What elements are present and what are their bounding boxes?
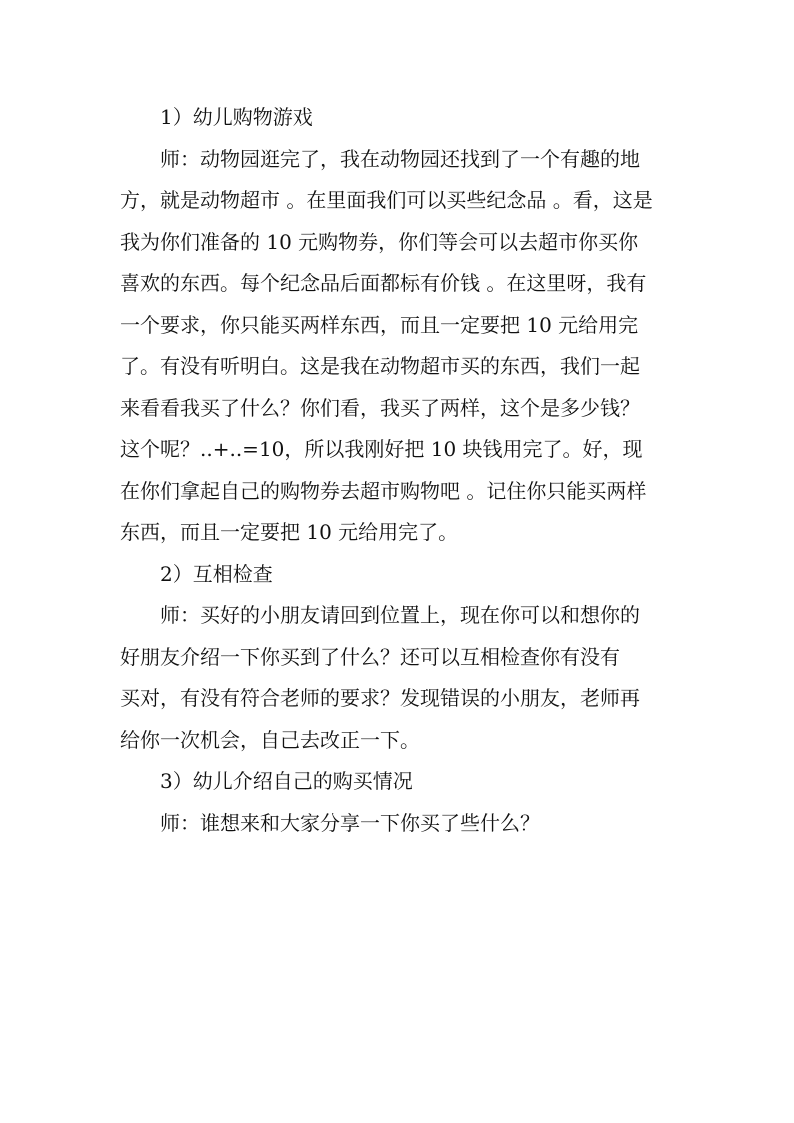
paragraph-line: 这个呢？..+..=10，所以我刚好把 10 块钱用完了。好，现 bbox=[120, 437, 643, 461]
paragraph-line: 师：谁想来和大家分享一下你买了些什么？ bbox=[160, 810, 540, 835]
paragraph-line: 了。有没有听明白。这是我在动物超市买的东西，我们一起 bbox=[120, 354, 640, 378]
document-body bbox=[120, 97, 680, 844]
paragraph-line: 在你们拿起自己的购物券去超市购物吧 。记住你只能买两样 bbox=[120, 478, 647, 503]
paragraph-line: 方，就是动物超市 。在里面我们可以买些纪念品 。看，这是 bbox=[120, 188, 653, 212]
section-paragraph-purchase-sharing bbox=[120, 803, 680, 845]
paragraph-line: 给你一次机会，自己去改正一下。 bbox=[120, 727, 420, 752]
paragraph-line: 师：动物园逛完了，我在动物园还找到了一个有趣的地 bbox=[160, 146, 640, 171]
section-paragraph-shopping-game bbox=[120, 139, 680, 554]
section-heading-mutual-check: 2）互相检查 bbox=[160, 561, 273, 586]
paragraph-line: 买对，有没有符合老师的要求？发现错误的小朋友，老师再 bbox=[120, 686, 640, 710]
section-heading-shopping-game: 1）幼儿购物游戏 bbox=[160, 105, 313, 129]
paragraph-line: 好朋友介绍一下你买到了什么？还可以互相检查你有没有 bbox=[120, 644, 620, 669]
paragraph-line: 喜欢的东西。每个纪念品后面都标有价钱 。在这里呀，我有 bbox=[120, 271, 647, 295]
paragraph-line: 东西，而且一定要把 10 元给用完了。 bbox=[120, 520, 459, 544]
paragraph-line: 一个要求，你只能买两样东西，而且一定要把 10 元给用完 bbox=[120, 312, 639, 337]
section-heading-purchase-sharing: 3）幼儿介绍自己的购买情况 bbox=[160, 769, 413, 793]
section-paragraph-mutual-check bbox=[120, 595, 680, 761]
paragraph-line: 来看看我买了什么？你们看，我买了两样，这个是多少钱？ bbox=[120, 395, 640, 420]
paragraph-line: 师：买好的小朋友请回到位置上，现在你可以和想你的 bbox=[160, 603, 640, 627]
paragraph-line: 我为你们准备的 10 元购物券，你们等会可以去超市你买你 bbox=[120, 229, 639, 254]
